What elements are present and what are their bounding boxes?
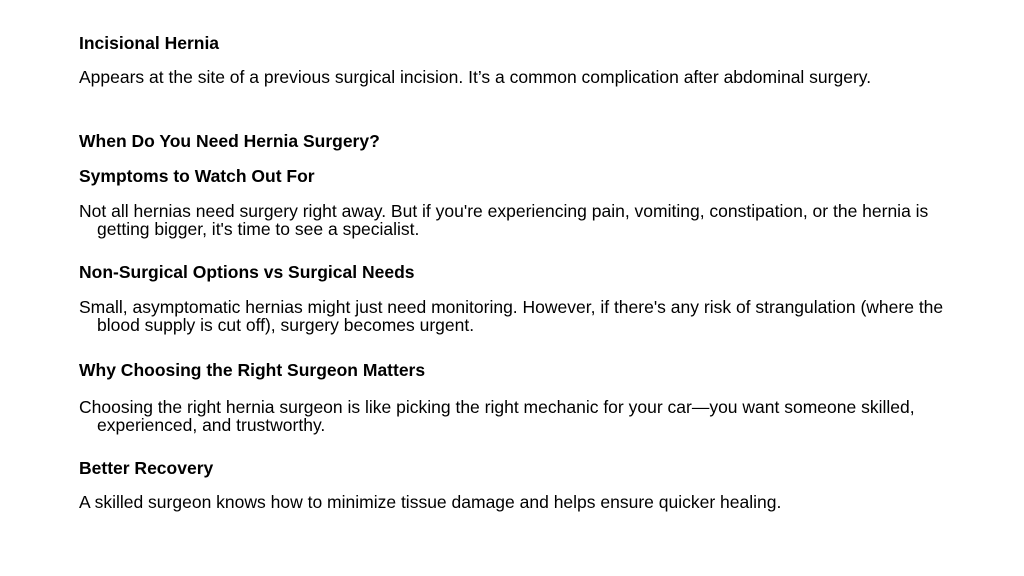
heading-symptoms: Symptoms to Watch Out For (79, 166, 315, 186)
heading-when-surgery: When Do You Need Hernia Surgery? (79, 131, 380, 151)
paragraph-better-recovery: A skilled surgeon knows how to minimize tissue damage and helps ensure quicker healing. (79, 492, 782, 512)
heading-choosing-surgeon: Why Choosing the Right Surgeon Matters (79, 360, 426, 380)
paragraph-incisional-hernia: Appears at the site of a previous surgical incision. It’s a common complication after abdominal surgery. (79, 67, 872, 87)
heading-non-surgical-options: Non-Surgical Options vs Surgical Needs (79, 262, 415, 282)
document-page (79, 0, 949, 576)
heading-better-recovery: Better Recovery (79, 458, 214, 478)
paragraph-symptoms: Not all hernias need surgery right away. But if you're experiencing pain, vomiting, constipation, or the hernia is getting bigger, it's time to see a specialist. (79, 201, 929, 239)
heading-incisional-hernia: Incisional Hernia (79, 33, 220, 53)
paragraph-choosing-surgeon: Choosing the right hernia surgeon is like picking the right mechanic for your car—you want someone skilled, experienced, and trustworthy. (79, 397, 915, 435)
paragraph-non-surgical-options: Small, asymptomatic hernias might just need monitoring. However, if there's any risk of strangulation (where the blood supply is cut off), surgery becomes urgent. (79, 297, 944, 335)
